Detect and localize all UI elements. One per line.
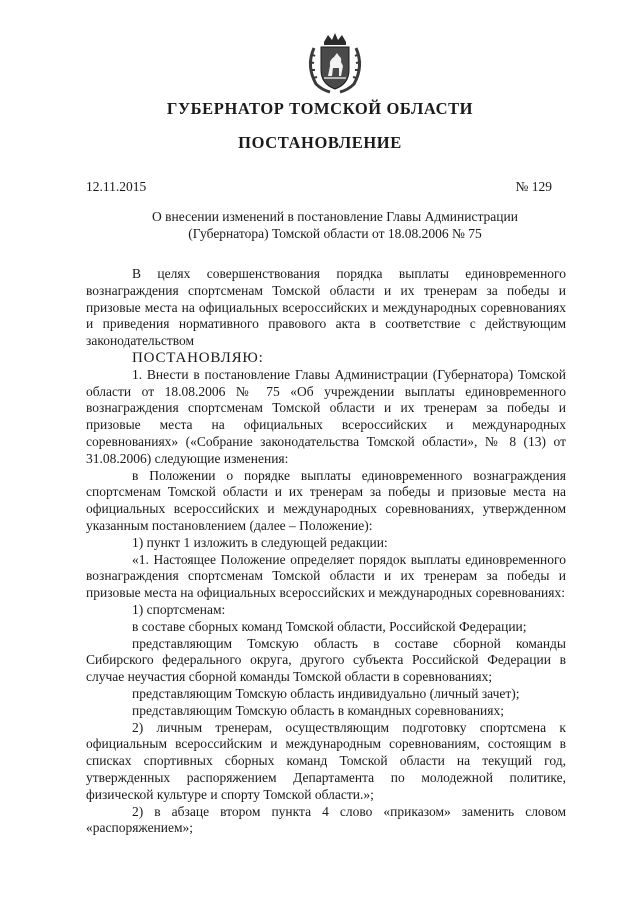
subject-line: О внесении изменений в постановление Главы Администрации [152,209,518,224]
body-paragraph: 2) в абзаце втором пункта 4 слово «приказом» заменить словом «распоряжением»; [86,803,566,836]
subject-line: (Губернатора) Томской области от 18.08.2006 № 75 [188,226,482,241]
body-paragraph: 1) пункт 1 изложить в следующей редакции: [132,534,388,550]
document-type: ПОСТАНОВЛЕНИЕ [238,133,402,152]
issuer-title: ГУБЕРНАТОР ТОМСКОЙ ОБЛАСТИ [166,99,474,118]
coat-of-arms-icon [304,32,366,96]
body-paragraph: представляющим Томскую область в командных соревнованиях; [132,702,504,718]
document-number: № 129 [515,179,552,194]
preamble-paragraph: В целях совершенствования порядка выплаты единовременного вознаграждения спортсменам Томской области и их тренерам за победы и призовые места на официальных всероссийских и международных соревнованиях и приведения нормативного правового акта в соответствие с действующим законодательством [86,266,566,349]
document-body [86,266,566,837]
document-subject [100,208,570,242]
resolve-heading: ПОСТАНОВЛЯЮ: [132,349,264,366]
document-date: 12.11.2015 [86,179,147,194]
body-paragraph: представляющим Томскую область индивидуально (личный зачет); [132,685,520,701]
body-paragraph: «1. Настоящее Положение определяет порядок выплаты единовременного вознаграждения спортсменам Томской области и их тренерам за победы и призовые места на официальных всероссийских и международных соревнованиях: [86,551,566,601]
body-paragraph: в Положении о порядке выплаты единовременного вознаграждения спортсменам Томской области и их тренерам за победы и призовые места на официальных всероссийских и международных соревнованиях, утвержденном указанным постановлением (далее – Положение): [86,467,566,533]
body-paragraph: 1. Внести в постановление Главы Администрации (Губернатора) Томской области от 18.08.2006 № 75 «Об учреждении выплаты единовременного вознаграждения спортсменам Томской области и их тренерам за победы и призовые места на официальных всероссийских и международных соревнованиях» («Собрание законодательства Томской области», № 8 (13) от 31.08.2006) следующие изменения: [86,366,566,466]
body-paragraph: в составе сборных команд Томской области, Российской Федерации; [132,618,527,634]
body-paragraph: представляющим Томскую область в составе сборной команды Сибирского федерального округа, другого субъекта Российской Федерации в случае неучастия сборной команды Томской области в соревнованиях; [86,635,566,685]
body-paragraph: 1) спортсменам: [132,601,226,617]
body-paragraph: 2) личным тренерам, осуществляющим подготовку спортсмена к официальным всероссийским и международным соревнованиям, состоящим в списках спортивных сборных команд Томской области на текущий год, утвержденных распоряжением Департамента по молодежной политике, физической культуре и спорту Томской области.»; [86,719,566,802]
